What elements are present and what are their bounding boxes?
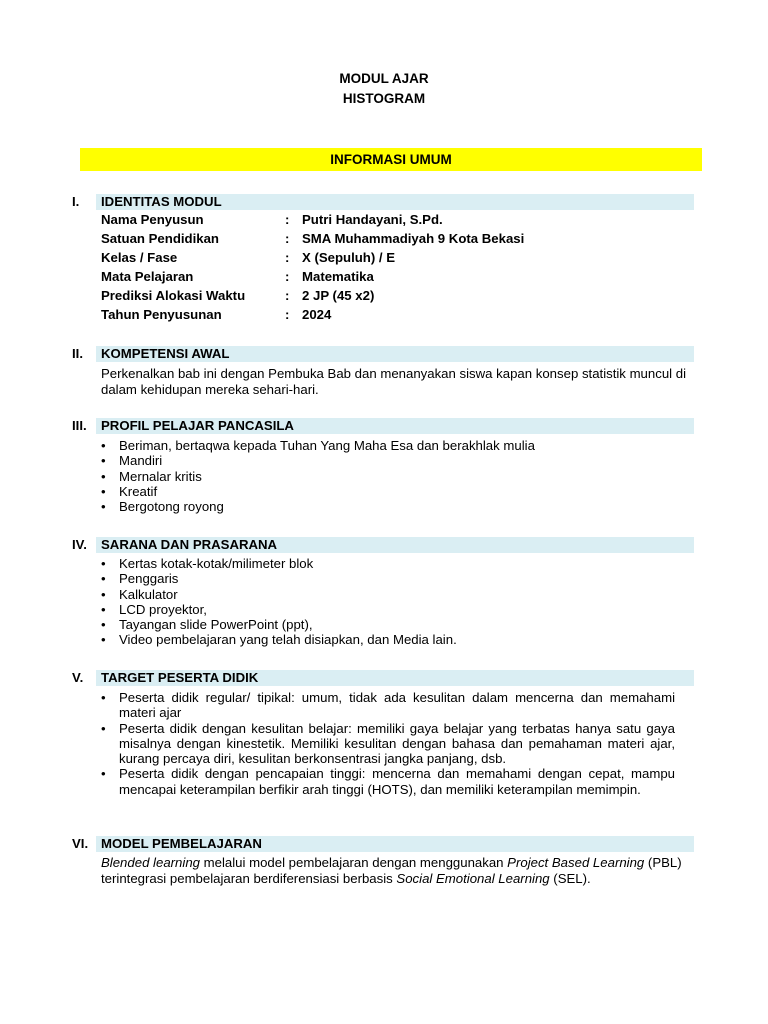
list-item bbox=[101, 556, 681, 571]
list-item bbox=[101, 453, 681, 468]
section-number: I. bbox=[72, 194, 80, 209]
bullet: • bbox=[101, 438, 106, 453]
identity-value: SMA Muhammadiyah 9 Kota Bekasi bbox=[302, 231, 525, 246]
section-kompetensi-awal-heading bbox=[72, 346, 694, 362]
identity-value: 2 JP (45 x2) bbox=[302, 288, 375, 303]
list-item bbox=[101, 721, 675, 767]
section-title: MODEL PEMBELAJARAN bbox=[101, 836, 262, 851]
section-number: VI. bbox=[72, 836, 89, 851]
identity-separator: : bbox=[285, 269, 290, 284]
list-item-text: Mandiri bbox=[119, 453, 163, 469]
document-title: MODUL AJAR bbox=[339, 71, 429, 86]
list-item bbox=[101, 571, 681, 586]
list-item bbox=[101, 766, 675, 797]
bullet: • bbox=[101, 632, 106, 648]
list-item bbox=[101, 617, 681, 632]
section-title: PROFIL PELAJAR PANCASILA bbox=[101, 418, 294, 433]
section-number: III. bbox=[72, 418, 87, 433]
text-italic: Project Based Learning bbox=[507, 855, 645, 870]
list-item-text: Bergotong royong bbox=[119, 499, 224, 515]
list-item-text: Kertas kotak-kotak/milimeter blok bbox=[119, 556, 314, 571]
list-item bbox=[101, 499, 681, 514]
list-item-text: Kalkulator bbox=[119, 586, 178, 602]
section-number: IV. bbox=[72, 537, 87, 552]
list-item bbox=[101, 587, 681, 602]
text-run: melalui model pembelajaran dengan menggunakan bbox=[199, 855, 508, 870]
identity-row-subject bbox=[0, 268, 768, 286]
section-title: TARGET PESERTA DIDIK bbox=[101, 670, 259, 685]
list-item bbox=[101, 484, 681, 499]
list-item bbox=[101, 438, 681, 453]
section-number: II. bbox=[72, 346, 83, 361]
bullet: • bbox=[101, 453, 106, 469]
list-item-text: Peserta didik dengan pencapaian tinggi: mencerna dan memahami dengan cepat, mampu mencapai keterampilan berfikir arah tinggi (HOTS), dan memiliki keterampilan memimpin. bbox=[119, 766, 675, 797]
list-item-text: Peserta didik regular/ tipikal: umum, tidak ada kesulitan dalam mencerna dan memahami materi ajar bbox=[119, 690, 675, 721]
identity-key: Mata Pelajaran bbox=[101, 269, 194, 284]
document-subtitle: HISTOGRAM bbox=[342, 91, 426, 106]
list-item-text: Kreatif bbox=[119, 483, 158, 499]
identity-row-year bbox=[0, 306, 768, 324]
bullet: • bbox=[101, 617, 106, 633]
bullet: • bbox=[101, 468, 106, 484]
section-title: IDENTITAS MODUL bbox=[101, 194, 222, 209]
list-item-text: Tayangan slide PowerPoint (ppt), bbox=[119, 617, 313, 633]
section-profil-pelajar-heading bbox=[72, 418, 694, 434]
kompetensi-awal-text: Perkenalkan bab ini dengan Pembuka Bab dan menanyakan siswa kapan konsep statistik muncul di dalam kehidupan mereka sehari-hari. bbox=[101, 366, 687, 397]
identity-separator: : bbox=[285, 212, 290, 227]
bullet: • bbox=[101, 499, 106, 515]
identity-row-author bbox=[0, 211, 768, 229]
identity-separator: : bbox=[285, 231, 290, 246]
list-item bbox=[101, 632, 681, 647]
text-run: (SEL). bbox=[549, 870, 591, 886]
section-title: SARANA DAN PRASARANA bbox=[101, 537, 278, 552]
model-pembelajaran-text bbox=[101, 855, 693, 886]
section-target-peserta-heading bbox=[72, 670, 694, 686]
identity-row-class bbox=[0, 249, 768, 267]
target-peserta-list bbox=[101, 690, 675, 797]
identity-key: Prediksi Alokasi Waktu bbox=[101, 288, 246, 303]
identity-key: Tahun Penyusunan bbox=[101, 307, 222, 322]
section-number: V. bbox=[72, 670, 84, 685]
bullet: • bbox=[101, 586, 106, 602]
bullet: • bbox=[101, 690, 106, 705]
section-identitas-modul-heading bbox=[72, 194, 694, 210]
info-umum-banner: INFORMASI UMUM bbox=[80, 148, 702, 171]
list-item-text: Video pembelajaran yang telah disiapkan, dan Media lain. bbox=[119, 632, 457, 648]
list-item-text: Peserta didik dengan kesulitan belajar: memiliki gaya belajar yang terbatas hanya satu gaya misalnya dengan kinestetik. Memiliki kesulitan dengan bahasa dan pemahaman materi ajar, kurang percaya diri, kesulitan berkonsentrasi jangka panjang, dsb. bbox=[119, 720, 675, 767]
list-item bbox=[101, 690, 675, 721]
identity-value: Putri Handayani, S.Pd. bbox=[302, 212, 443, 227]
sarana-prasarana-list bbox=[101, 556, 681, 648]
list-item-text: Penggaris bbox=[119, 571, 179, 587]
list-item-text: Beriman, bertaqwa kepada Tuhan Yang Maha Esa dan berakhlak mulia bbox=[119, 438, 535, 453]
identity-separator: : bbox=[285, 250, 290, 265]
list-item bbox=[101, 602, 681, 617]
identity-value: Matematika bbox=[302, 269, 374, 284]
identity-key: Nama Penyusun bbox=[101, 212, 204, 227]
text-italic: Blended learning bbox=[101, 855, 200, 870]
bullet: • bbox=[101, 556, 106, 571]
list-item bbox=[101, 469, 681, 484]
identity-value: 2024 bbox=[302, 307, 332, 322]
identity-key: Kelas / Fase bbox=[101, 250, 178, 265]
section-title: KOMPETENSI AWAL bbox=[101, 346, 230, 361]
identity-row-time bbox=[0, 287, 768, 305]
text-italic: Social Emotional Learning bbox=[396, 870, 550, 886]
list-item-text: Mernalar kritis bbox=[119, 468, 202, 484]
identity-separator: : bbox=[285, 288, 290, 303]
text-run: (PBL) terintegrasi pembelajaran berdiferensiasi berbasis bbox=[101, 855, 682, 886]
list-item-text: LCD proyektor, bbox=[119, 601, 207, 617]
bullet: • bbox=[101, 766, 106, 782]
bullet: • bbox=[101, 601, 106, 617]
bullet: • bbox=[101, 483, 106, 499]
section-sarana-prasarana-heading bbox=[72, 537, 694, 553]
identity-value: X (Sepuluh) / E bbox=[302, 250, 396, 265]
identity-key: Satuan Pendidikan bbox=[101, 231, 219, 246]
section-model-pembelajaran-heading bbox=[72, 836, 694, 852]
bullet: • bbox=[101, 571, 106, 587]
identity-separator: : bbox=[285, 307, 290, 322]
identity-row-school bbox=[0, 230, 768, 248]
bullet: • bbox=[101, 720, 106, 736]
profil-pelajar-list bbox=[101, 438, 681, 514]
